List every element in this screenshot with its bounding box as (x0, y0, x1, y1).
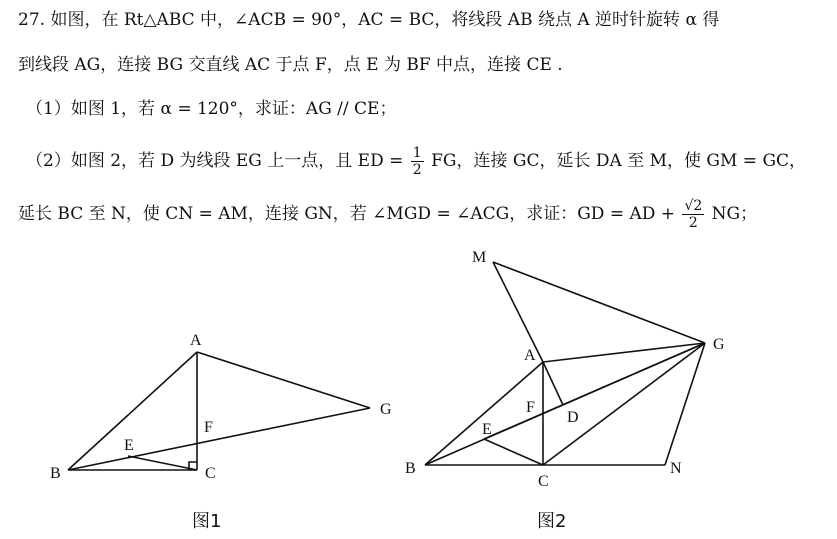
fraction2-denominator: 2 (688, 215, 698, 231)
fig1-segment-CE (128, 456, 197, 470)
fig1-label-F: F (204, 419, 213, 436)
fig1-label-E: E (124, 437, 134, 454)
fig2-label-M: M (472, 249, 487, 266)
fig2-label-F: F (526, 399, 535, 416)
fig2-segment-EG (484, 343, 705, 439)
fig2-segment-NG (665, 343, 705, 465)
fig2-label-N: N (670, 460, 682, 477)
fig1-label-C: C (205, 465, 216, 482)
part-1-text: （1）如图 1，若 α = 120°，求证：AG // CE； (26, 99, 397, 119)
fig1-segment-BG (68, 408, 370, 470)
fig2-segment-CE (484, 439, 543, 465)
fig1-segment-AG (197, 352, 370, 408)
problem-line-2: 到线段 AG，连接 BG 交直线 AC 于点 F，点 E 为 BF 中点，连接 CE . (18, 55, 563, 75)
fig2-caption: 图2 (537, 511, 567, 532)
fraction-numerator: 1 (412, 145, 422, 161)
fraction-denominator: 2 (412, 162, 422, 178)
fig2-label-C: C (538, 473, 549, 490)
fig2-label-B: B (405, 460, 416, 477)
figure-1 (68, 352, 370, 470)
fig2-segment-CG (543, 343, 705, 465)
fig2-segment-MG (493, 262, 705, 343)
part-2-text-b: FG，连接 GC，延长 DA 至 M，使 GM = GC， (431, 151, 807, 171)
fig1-caption: 图1 (192, 511, 222, 532)
part-2-text-d: NG； (711, 204, 758, 224)
fig2-label-A: A (524, 347, 536, 364)
fig1-label-B: B (50, 465, 61, 482)
fig2-segment-AD (543, 362, 563, 405)
problem-line-1: 27. 如图，在 Rt△ABC 中，∠ACB = 90°，AC = BC，将线段 AB 绕点 A 逆时针旋转 α 得 (18, 10, 720, 30)
fig1-label-A: A (190, 332, 202, 349)
fig2-label-G: G (713, 336, 725, 353)
part-2-text-c: 延长 BC 至 N，使 CN = AM，连接 GN，若 ∠MGD = ∠ACG，求证：GD = AD + (18, 204, 676, 224)
figure-2 (425, 262, 705, 465)
fraction2-numerator: √2 (684, 198, 703, 214)
fig2-segment-AG (543, 343, 705, 362)
fig2-label-E: E (482, 421, 492, 438)
fig1-label-G: G (380, 401, 392, 418)
fig2-label-D: D (567, 409, 579, 426)
part-2-text-a: （2）如图 2，若 D 为线段 EG 上一点，且 ED = (26, 151, 404, 171)
